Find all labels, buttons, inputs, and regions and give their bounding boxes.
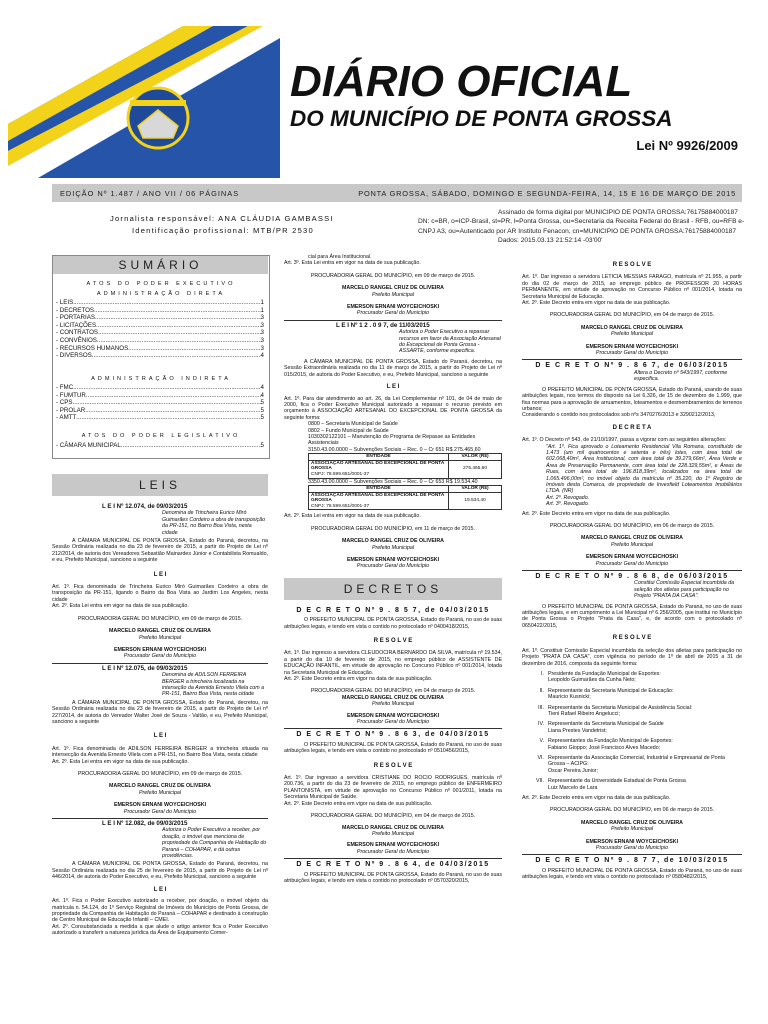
list-item: IV. Representante da Secretaria Municipal de Saúde Liana Prestes Vandetrist; — [538, 721, 664, 734]
signature-line: DN: c=BR, o=ICP-Brasil, st=PR, l=Ponta Grossa, ou=Secretaria da Receita Federal do Brasil - RFB, ou=RFB e- — [418, 218, 745, 226]
divider — [522, 570, 742, 571]
procurador-name: EMERSON ERNANI WOYCEICHOSKI — [346, 712, 440, 719]
procurador-title: Procurador Geral do Município — [595, 845, 669, 852]
divider — [52, 663, 268, 664]
procuradoria-date: PROCURADORIA GERAL DO MUNICÍPIO, em 06 de março de 2015. — [549, 523, 715, 529]
decreto-9863-art1: Art. 1º. Dar ingresso a servidora CRISTIANE DO ROCIO RODRIGUES, matrícula nº 200.736, a partir do dia 23 de fevereiro de 2015, no emprego público de ENFERMEIRO PLANTONISTA, em virtude de aprovação no Concurso Público nº 001/2011, lotada na Secretaria Municipal de Saúde. — [284, 775, 502, 801]
toc-recursos-humanos[interactable]: - RECURSOS HUMANOS ..... 3 — [56, 345, 264, 353]
procurador-title: Procurador Geral do Município — [356, 719, 430, 726]
prefeito-title: Prefeito Municipal — [371, 291, 415, 298]
lei-12082-preamble: A CÂMARA MUNICIPAL DE PONTA GROSSA, Estado do Paraná, decretou, na Sessão Ordinária realizada no dia 25 de fevereiro de 2015, a partir do Projeto de Lei nº 446/2014, de autoria do Poder Executivo, e eu, Prefeito Municipal, sanciono a seguinte — [52, 861, 268, 881]
toc-prolar[interactable]: - PROLAR ..... 5 — [56, 407, 264, 415]
summary-indireta-list — [56, 384, 264, 422]
toc-decretos[interactable]: - DECRETOS ..... 1 — [56, 307, 264, 315]
lei-12082-art1: Art. 1º. Fica o Poder Executivo autorizado a receber, por doação, o imóvel objeto da matrícula n. 54.124, do 1º Serviço Registral de Imóveis do Município de Ponta Grossa, de propriedade da Companhia de Habitação do Paraná – COHAPAR e destinado à construção de Centro Municipal de Educação Infantil – CMEI. — [52, 898, 268, 924]
table-header: ENTIDADE — [309, 485, 449, 492]
table-header: VALOR (R$) — [449, 485, 502, 492]
decreto-9867-ementa: Altera o Decreto nº 543/1997, conforme especifica. — [634, 369, 728, 383]
list-item: VII. Representante da Universidade Estadual de Ponta Grossa Luiz Marcelo de Lara — [536, 778, 686, 791]
decreto-9867-intro: O PREFEITO MUNICIPAL DE PONTA GROSSA, Estado do Paraná, usando de suas atribuições legais, nos termos do disposto na Lei 6.326, de 15 de dezembro de 1.999, que fixa normas para a aprovação de arruamentos, loteamentos e desmembramentos de terrenos urbanos; — [522, 386, 742, 412]
flag-graphic — [8, 26, 280, 178]
lei-12097-art2: Art. 2º. Esta Lei entra em vigor na data de sua publicação. — [284, 513, 421, 520]
orcamento-line: 3150.43.00.0000 – Subvenções Sociais – Rec. 0 – Cr 651 R$ 275.465,60 — [308, 446, 481, 453]
list-item: III. Representante da Secretaria Municipal de Assistência Social: Tieni Rafael Ribeiro Angelucci; — [538, 704, 693, 717]
prefeito-name: MARCELO RANGEL CRUZ DE OLIVEIRA — [341, 824, 445, 831]
lei-12097-ementa: Autoriza o Poder Executivo a repassar recursos em favor da Associação Artesanal do Excepcional de Ponta Grossa - ASSARTE, conforme especifica. — [399, 329, 501, 355]
summary-exec-heading: ATOS DO PODER EXECUTIVO — [86, 281, 236, 287]
divider — [522, 359, 742, 360]
lei-12075-number: L E I Nº 12.075, de 09/03/2015 — [102, 664, 188, 672]
procurador-title: Procurador Geral do Município — [123, 653, 197, 660]
divider — [284, 320, 502, 321]
prefeito-name: MARCELO RANGEL CRUZ DE OLIVEIRA — [341, 285, 445, 292]
digital-signature — [418, 208, 748, 246]
prefeito-name: MARCELO RANGEL CRUZ DE OLIVEIRA — [580, 535, 684, 542]
signature-line: Dados: 2015.03.13 21:52:14 -03'00' — [498, 237, 603, 245]
procuradoria-date: PROCURADORIA GERAL DO MUNICÍPIO, em 09 de março de 2015. — [310, 272, 476, 279]
decreto-9877-number: D E C R E T O Nº 9 . 8 7 7, de 10/03/2015 — [535, 857, 729, 865]
procurador-name: EMERSON ERNANI WOYCEICHOSKI — [585, 838, 679, 845]
divider — [284, 728, 502, 729]
list-item: VI. Representante da Associação Comercial, Industrial e Empresarial de Ponta Grossa – ACIPG: Oscar Pereira Junior; — [537, 754, 725, 774]
signature-line: CNPJ A3, ou=Autenticado por AR Instituto Fenacon, cn=MUNICIPIO DE PONTA GROSSA:76175884000187 — [418, 227, 737, 235]
prefeito-name: MARCELO RANGEL CRUZ DE OLIVEIRA — [108, 628, 212, 635]
revogado-line: Art. 3º. Revogado. — [546, 501, 590, 508]
decreto-9864-intro: O PREFEITO MUNICIPAL DE PONTA GROSSA, Estado do Paraná, no uso de suas atribuições legais, e tendo em vista o contido no protocolado nº 0570320/2015, — [284, 871, 502, 884]
lei-12097-art1: Art. 1º. Para dar atendimento ao art. 26, da Lei Complementar nº 101, de 04 de maio de 2000, fica o Poder Executivo Municipal autorizado a repassar o recurso previsto em orçamento à ASSOCIAÇÃO ARTESANAL DO EXCEPCIONAL DE PONTA GROSSA da seguinte forma: — [284, 395, 502, 421]
lei-12075-art1: Art. 1º. Fica denominada de ADILSON FERREIRA BERGER a trincheira situada na intersecção da Avenida Ernesto Vilela com a PR-151, no Bairro Boa Vista, nesta cidade — [52, 745, 268, 759]
lei-12082-art2: Art. 2º. Consubstanciada a medida a que alude o artigo anterior fica o Poder Executivo autorizado a transferir a natureza jurídica da Área de Equipamento Comer- — [52, 923, 268, 937]
procuradoria-date: PROCURADORIA GERAL DO MUNICÍPIO, em 09 de março de 2015. — [77, 771, 243, 777]
toc-diversos[interactable]: - DIVERSOS ..... 4 — [56, 352, 264, 360]
resolve-heading: R E S O L V E — [373, 762, 413, 769]
law-reference: Lei Nº 9926/2009 — [636, 138, 738, 153]
leis-heading: LEIS — [52, 474, 268, 496]
summary-indireta-heading: ADMINISTRAÇÃO INDIRETA — [91, 376, 231, 382]
lei-heading: L E I — [386, 384, 400, 391]
lei-12075-art2: Art. 2º. Esta Lei entra em vigor na data de sua publicação. — [52, 758, 189, 765]
journal-title: DIÁRIO OFICIAL — [290, 57, 633, 106]
lei-12075-preamble: A CÂMARA MUNICIPAL DE PONTA GROSSA, Estado do Paraná, decretou, na Sessão Ordinária realizada no dia 23 de fevereiro de 2015, a partir do Projeto de Lei nº 227/2014, de autoria do Vereador Walter José de Souza - Valtão, e eu, Prefeito Municipal, sanciono a seguinte — [52, 699, 268, 725]
decreto-9867-number: D E C R E T O Nº 9 . 8 6 7, de 06/03/2015 — [535, 362, 729, 370]
summary-direta-list — [56, 299, 264, 360]
toc-fumtur[interactable]: - FUMTUR ..... 4 — [56, 392, 264, 400]
lei-12075-ementa: Denomina de ADILSON FERREIRA BERGER a trincheira localizada na interseção da Avenida Ernesto Vilela com a PR-151, Bairro Boa Vista, nesta cidade — [162, 672, 265, 698]
procurador-title: Procurador Geral do Município — [595, 560, 669, 567]
toc-licitacoes[interactable]: - LICITAÇÕES ..... 3 — [56, 322, 264, 330]
lei-heading: L E I — [153, 886, 167, 893]
continued-text: cial para Área Institucional. — [308, 254, 372, 260]
procurador-name: EMERSON ERNANI WOYCEICHOSKI — [346, 556, 440, 563]
toc-leis[interactable]: - LEIS ..... 1 — [56, 299, 264, 307]
prefeito-title: Prefeito Municipal — [138, 789, 182, 796]
prefeito-title: Prefeito Municipal — [610, 826, 654, 833]
procuradoria-date: PROCURADORIA GERAL DO MUNICÍPIO, em 11 de março de 2015. — [311, 525, 475, 532]
prefeito-name: MARCELO RANGEL CRUZ DE OLIVEIRA — [580, 819, 684, 826]
prefeito-title: Prefeito Municipal — [610, 331, 654, 338]
procuradoria-date: PROCURADORIA GERAL DO MUNICÍPIO, em 06 de março de 2015. — [549, 807, 715, 814]
summary-leg-list — [56, 442, 264, 450]
toc-contratos[interactable]: - CONTRATOS ..... 3 — [56, 329, 264, 337]
procurador-name: EMERSON ERNANI WOYCEICHOSKI — [585, 554, 679, 561]
list-item: II. Representante da Secretaria Municipal de Educação: Mauricio Kusnicki; — [539, 687, 674, 701]
procurador-title: Procurador Geral do Município — [123, 808, 197, 815]
decreto-art1: Art. 1º. Dar ingresso a servidora LETICIA MESSIAS FARAGO, matrícula nº 21.955, a partir do dia 02 de março de 2015, ao emprego público de PROFESSOR 20 HORAS PERMANENTE, em virtude de aprovação no Concurso Público nº 001/2014, lotada na Secretaria Municipal de Educação. — [522, 274, 742, 300]
orcamento-line: 3350.43.00.0000 – Subvenções Sociais – Rec. 0 – Cr 653 R$ 19.534,40 — [308, 478, 478, 485]
toc-amtt[interactable]: - AMTT ..... 5 — [56, 414, 264, 422]
orcamento-line: 0802 – Fundo Municipal de Saúde — [308, 427, 389, 434]
toc-convenios[interactable]: - CONVÊNIOS ..... 3 — [56, 337, 264, 345]
procurador-name: EMERSON ERNANI WOYCEICHOSKI — [346, 842, 440, 849]
lei-12097-number: L E I Nº 1 2 . 0 9 7, de 11/03/2015 — [336, 321, 430, 329]
resolve-heading: R E S O L V E — [612, 262, 652, 268]
revogado-line: Art. 2º. Revogado. — [546, 494, 590, 501]
decreto-9867-quote: "Art. 1º. Fica aprovado o Loteamento Residencial Vila Romana, constituído de 1.473 (um mil quatrocentos e setenta e três) lotes, com área total de 602.068,40m², Área Institucional, com área total de 39.279,66m², Área Verde e Área de Preservação Permanente, com área total de 228.329,55m², e Áreas de Ruas, com área total de 196.818,39m², localizados na área total de 1.065.496,00m², no imóvel objeto da matrícula nº 35.220, do 1º Registro de Imóveis desta Comarca, de propriedade de Invesfield Loteamentos Imobiliários LTDA. (NR) — [546, 443, 742, 495]
decreto-9868-ementa: Constitui Comissão Especial incumbida da seleção dos atletas para participação no Projeto "PRATA DA CASA". — [634, 580, 735, 600]
summary-leg-heading: ATOS DO PODER LEGISLATIVO — [81, 433, 241, 439]
procurador-name: EMERSON ERNANI WOYCEICHOSKI — [585, 343, 679, 350]
decreto-9868-art1: Art. 1º. Constituir Comissão Especial incumbida da seleção dos atletas para participação no Projeto "PRATA DA CASA", com vigência no período de 1º de abril de 2015 a 31 de dezembro de 2016, composta da seguinte forma: — [522, 647, 742, 667]
procurador-name: EMERSON ERNANI WOYCEICHOSKI — [346, 304, 440, 311]
decreta-heading: D E C R E T A — [612, 424, 652, 431]
toc-portarias[interactable]: - PORTARIAS ..... 3 — [56, 314, 264, 322]
lei-12082-ementa: Autoriza o Poder Executivo a receber, por doação, o imóvel que menciona de propriedade da Companhia de Habitação do Paraná – COHAPAR, e dá outras providências. — [162, 827, 267, 860]
prefeito-title: Prefeito Municipal — [138, 634, 182, 641]
procurador-name: EMERSON ERNANI WOYCEICHOSKI — [113, 646, 207, 653]
list-item: V. Representantes da Fundação Municipal de Esportes: Fabiano Gioppo; José Francisco Alves Macedo; — [539, 738, 673, 751]
toc-camara[interactable]: - CÂMARA MUNICIPAL ..... 5 — [56, 442, 264, 450]
table-cell: 275.465,60 — [449, 460, 502, 478]
edition-date: PONTA GROSSA, SÁBADO, DOMINGO E SEGUNDA-FEIRA, 14, 15 E 16 DE MARÇO DE 2015 — [358, 189, 736, 198]
lei-heading: L E I — [153, 733, 167, 740]
table-cell: 19.534,40 — [449, 492, 502, 510]
summary-title: SUMÁRIO — [53, 256, 268, 274]
toc-fmc[interactable]: - FMC ..... 4 — [56, 384, 264, 392]
decreto-9867-art1: Art. 1º. O Decreto nº 543, de 21/10/1997, passa a vigorar com as seguintes alterações: — [522, 437, 727, 444]
decreto-9868-art2: Art. 2º. Este Decreto entra em vigor na data de sua publicação. — [522, 795, 671, 801]
procuradoria-date: PROCURADORIA GERAL DO MUNICÍPIO, em 04 de março de 2015. — [310, 813, 476, 820]
flag — [8, 26, 280, 178]
decreto-9863-number: D E C R E T O Nº 9 . 8 6 3, de 04/03/2015 — [296, 731, 490, 739]
table-header: ENTIDADE — [309, 454, 449, 461]
decreto-art2: Art. 2º. Este Decreto entra em vigor na data de sua publicação. — [522, 300, 671, 307]
journalist: Jornalista responsável: ANA CLÁUDIA GAMBASSI — [110, 214, 334, 223]
decreto-9867-art2: Art. 2º. Este Decreto entra em vigor na data de sua publicação. — [522, 510, 671, 517]
decreto-9863-art2: Art. 2º. Este Decreto entra em vigor na data de sua publicação. — [284, 800, 433, 807]
lei-heading: L E I — [153, 571, 167, 578]
journal-subtitle: DO MUNICÍPIO DE PONTA GROSSA — [290, 106, 673, 131]
resolve-heading: R E S O L V E — [612, 635, 652, 642]
summary-direta-heading: ADMINISTRAÇÃO DIRETA — [96, 291, 226, 297]
prefeito-name: MARCELO RANGEL CRUZ DE OLIVEIRA — [580, 324, 684, 331]
lei-12074-preamble: A CÂMARA MUNICIPAL DE PONTA GROSSA, Estado do Paraná, decretou, na Sessão Ordinária realizada no dia 23 de fevereiro de 2015, a partir do Projeto de Lei nº 212/2014, de autoria dos Vereadores Sebastião Mainardes Júnior e Contabilista Romualdo, e eu, Prefeito Municipal, sanciono a seguinte — [52, 538, 268, 564]
edition-text: EDIÇÃO Nº 1.487 / ANO VII / 06 PÁGINAS — [60, 189, 240, 198]
prefeito-title: Prefeito Municipal — [371, 701, 415, 708]
table-cell: ASSOCIAÇÃO ARTESANAL DO EXCEPCIONAL DE PONTA GROSSA CNPJ: 78.599.651/0001-37 — [309, 492, 449, 510]
divider — [522, 854, 742, 855]
prefeito-title: Prefeito Municipal — [610, 541, 654, 548]
prefeito-name: MARCELO RANGEL CRUZ DE OLIVEIRA — [341, 694, 445, 701]
divider — [52, 818, 268, 819]
decreto-9864-number: D E C R E T O Nº 9 . 8 6 4, de 04/03/2015 — [296, 861, 490, 869]
procurador-name: EMERSON ERNANI WOYCEICHOSKI — [113, 802, 207, 809]
decreto-9867-consid: Considerando o contido nos protocolados sob nºs 3470276/2013 e 3290212/2013, — [522, 412, 716, 419]
decreto-9877-intro: O PREFEITO MUNICIPAL DE PONTA GROSSA, Estado do Paraná, no uso de suas atribuições legais, e tendo em vista o contido no protocolado nº 0580482/2015, — [522, 867, 742, 881]
entity-table-1 — [308, 453, 502, 478]
decreto-9857-number: D E C R E T O Nº 9 . 8 5 7, de 04/03/2015 — [296, 606, 490, 614]
decreto-9868-intro: O PREFEITO MUNICIPAL DE PONTA GROSSA, Estado do Paraná, no uso de suas atribuições legais, e em cumprimento a Lei Municipal nº 6.256/2005, que institui no Município de Ponta Grossa o Projeto "Prata da Casa", e, de acordo com o protocolado nº 0650422/2015, — [522, 603, 742, 629]
lei-12082-number: L E I Nº 12.082, de 09/03/2015 — [102, 820, 188, 828]
commission-members — [522, 671, 742, 791]
table-header: VALOR (R$) — [449, 454, 502, 461]
divider — [284, 858, 502, 859]
procurador-title: Procurador Geral do Município — [356, 848, 430, 855]
decreto-9857-art1: Art. 1º. Dar ingresso a servidora CLEUDOCIRA BERNARDO DA SILVA, matrícula nº 19.534, a partir do dia 10 de fevereiro de 2015, no emprego público de ASSISTENTE DE EDUCAÇÃO INFANTIL, em virtude de aprovação no Concurso Público nº 001/2014, lotada na Secretaria Municipal de Educação. — [284, 650, 502, 676]
prefeito-name: MARCELO RANGEL CRUZ DE OLIVEIRA — [108, 783, 212, 790]
prefeito-title: Prefeito Municipal — [371, 544, 415, 551]
lei-12074-art1: Art. 1º. Fica denominada de Trincheira Eurico Miró Guimarães Cordeiro a obra de transposição da PR-151, ligando o Bairro da Boa Vista ao Jardim Los Angeles, nesta cidade — [52, 584, 268, 603]
lei-12074-art2: Art. 2º. Esta Lei entra em vigor na data de sua publicação. — [52, 603, 189, 610]
resolve-heading: R E S O L V E — [373, 637, 413, 644]
prefeito-title: Prefeito Municipal — [371, 830, 415, 837]
prefeito-name: MARCELO RANGEL CRUZ DE OLIVEIRA — [341, 538, 445, 545]
lei-12074-ementa: Denomina de Trincheira Eurico Miró Guimarães Cordeiro a obra de transposição da PR-151, no Bairro Boa Vista, nesta cidade — [162, 510, 266, 536]
procuradoria-date: PROCURADORIA GERAL DO MUNICÍPIO, em 04 de março de 2015. — [549, 312, 715, 319]
col1-text — [52, 504, 268, 937]
decreto-9857-intro: O PREFEITO MUNICIPAL DE PONTA GROSSA, Estado do Paraná, no uso de suas atribuições legais, e tendo em vista o contido no protocolado nº 0400418/2015, — [284, 617, 502, 630]
orcamento-line: 0800 – Secretaria Municipal de Saúde — [308, 421, 398, 428]
lei-12097-preamble: A CÂMARA MUNICIPAL DE PONTA GROSSA, Estado do Paraná, decretou, na Sessão Extraordinária realizada no dia 11 de março de 2015, a partir do Projeto de Lei nº 015/2015, de autoria do Poder Executivo, e eu, Prefeito Municipal, sanciono a seguinte — [284, 358, 502, 378]
entity-table-2 — [308, 485, 502, 510]
col3-text — [522, 262, 742, 881]
decreto-9863-intro: O PREFEITO MUNICIPAL DE PONTA GROSSA, Estado do Paraná, no uso de suas atribuições legais, e tendo em vista o contido no protocolado nº 0510456/2015, — [284, 741, 502, 755]
decretos-heading: DECRETOS — [284, 578, 502, 600]
lei-12082-art3: Art. 3º. Esta Lei entra em vigor na data de sua publicação. — [284, 260, 421, 267]
orcamento-line: 1030302122101 – Manutenção do Programa de Repasse as Entidades Assistenciais — [308, 433, 476, 447]
list-item: I. Presidente da Fundação Municipal de Esportes: Leopoldo Guimarães da Cunha Neto; — [541, 670, 661, 684]
signature-line: Assinado de forma digital por MUNICIPIO DE PONTA GROSSA:76175884000187 — [498, 209, 738, 216]
col2-text — [284, 254, 502, 884]
decreto-9857-art2: Art. 2º. Este Decreto entra em vigor na data de sua publicação. — [284, 676, 433, 682]
professional-id: Identificação profissional: MTB/PR 2530 — [132, 226, 314, 235]
toc-cps[interactable]: - CPS ..... 5 — [56, 399, 264, 407]
procurador-title: Procurador Geral do Município — [356, 563, 430, 570]
procuradoria-date: PROCURADORIA GERAL DO MUNICÍPIO, em 09 de março de 2015. — [77, 615, 243, 622]
table-cell: ASSOCIAÇÃO ARTESANAL DO EXCEPCIONAL DE PONTA GROSSA CNPJ: 78.599.651/0001-37 — [309, 460, 449, 478]
lei-12074-number: L E I Nº 12.074, de 09/03/2015 — [102, 503, 188, 510]
procurador-title: Procurador Geral do Município — [595, 350, 669, 357]
decreto-9868-number: D E C R E T O Nº 9 . 8 6 8, de 06/03/2015 — [535, 573, 729, 581]
procurador-title: Procurador Geral do Município — [356, 310, 430, 317]
procuradoria-date: PROCURADORIA GERAL DO MUNICÍPIO, em 04 de março de 2015. — [310, 688, 476, 695]
